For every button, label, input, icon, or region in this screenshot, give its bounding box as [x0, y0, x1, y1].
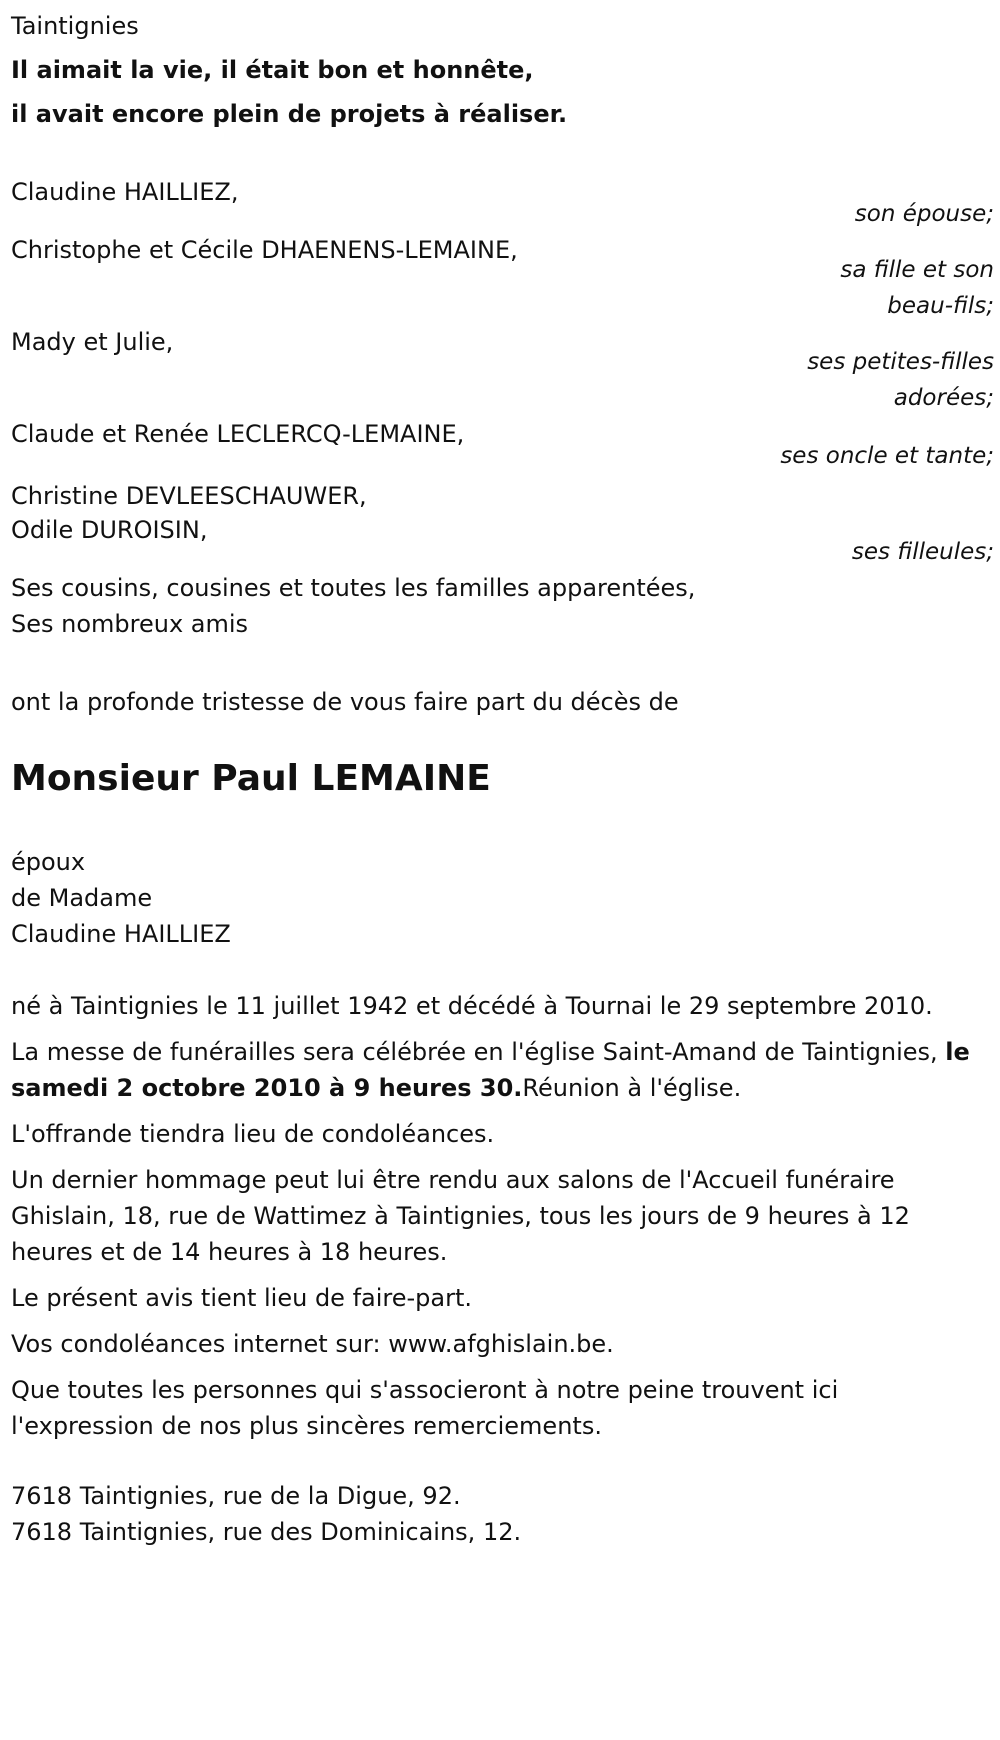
deceased-relation-2: de Madame: [11, 884, 153, 912]
family-member-role: son épouse;: [854, 201, 994, 227]
funeral-mass-paragraph: [11, 1034, 971, 1106]
deceased-name: Monsieur Paul LEMAINE: [11, 758, 491, 799]
condolences-paragraph: Vos condoléances internet sur: www.afghislain.be.: [11, 1330, 614, 1358]
deceased-relation-1: époux: [11, 848, 86, 876]
deceased-relation-3: Claudine HAILLIEZ: [11, 920, 231, 948]
announcement-text: ont la profonde tristesse de vous faire part du décès de: [11, 688, 679, 716]
offering-paragraph: L'offrande tiendra lieu de condoléances.: [11, 1120, 495, 1148]
thanks-paragraph: Que toutes les personnes qui s'associeront à notre peine trouvent ici l'expression de nos plus sincères remerciements.: [11, 1376, 839, 1440]
family-member-role: sa fille et son beau-fils;: [840, 257, 994, 319]
family-member-names: Mady et Julie,: [11, 328, 174, 356]
motto-line-1: Il aimait la vie, il était bon et honnête,: [11, 56, 534, 84]
family-member-role: ses petites-filles adorées;: [807, 349, 994, 411]
family-member: [11, 414, 994, 476]
friends-line: Ses nombreux amis: [11, 610, 249, 638]
location-heading: Taintignies: [11, 12, 139, 40]
family-member: [11, 172, 994, 234]
family-member-role: ses filleules;: [851, 539, 994, 565]
relatives-line: Ses cousins, cousines et toutes les familles apparentées,: [11, 574, 696, 602]
homage-paragraph: Un dernier hommage peut lui être rendu aux salons de l'Accueil funéraire Ghislain, 18, rue de Wattimez à Taintignies, tous les jours de 9 heures à 12 heures et de 14 heures à 18 heures.: [11, 1166, 910, 1266]
family-list: [11, 172, 994, 572]
family-member-role: ses oncle et tante;: [780, 443, 994, 469]
family-member-names: Odile DUROISIN,: [11, 516, 208, 544]
family-member: [11, 476, 994, 572]
funeral-mass-date: le samedi 2 octobre 2010 à 9 heures 30.: [11, 1038, 970, 1102]
family-member: [11, 230, 994, 324]
funeral-mass-meeting: Réunion à l'église.: [522, 1074, 742, 1102]
funeral-mass-text: La messe de funérailles sera célébrée en l'église Saint-Amand de Taintignies,: [11, 1038, 946, 1066]
family-member-names: Claude et Renée LECLERCQ-LEMAINE,: [11, 420, 465, 448]
family-member: [11, 322, 994, 416]
birth-death-paragraph: né à Taintignies le 11 juillet 1942 et décédé à Tournai le 29 septembre 2010.: [11, 992, 933, 1020]
motto-line-2: il avait encore plein de projets à réaliser.: [11, 100, 568, 128]
family-member-names: Christophe et Cécile DHAENENS-LEMAINE,: [11, 236, 518, 264]
notice-paragraph: Le présent avis tient lieu de faire-part.: [11, 1284, 473, 1312]
address-line: 7618 Taintignies, rue de la Digue, 92.: [11, 1482, 461, 1510]
family-member-names: Christine DEVLEESCHAUWER,: [11, 482, 367, 510]
family-member-names: Claudine HAILLIEZ,: [11, 178, 239, 206]
address-line: 7618 Taintignies, rue des Dominicains, 12.: [11, 1518, 522, 1546]
